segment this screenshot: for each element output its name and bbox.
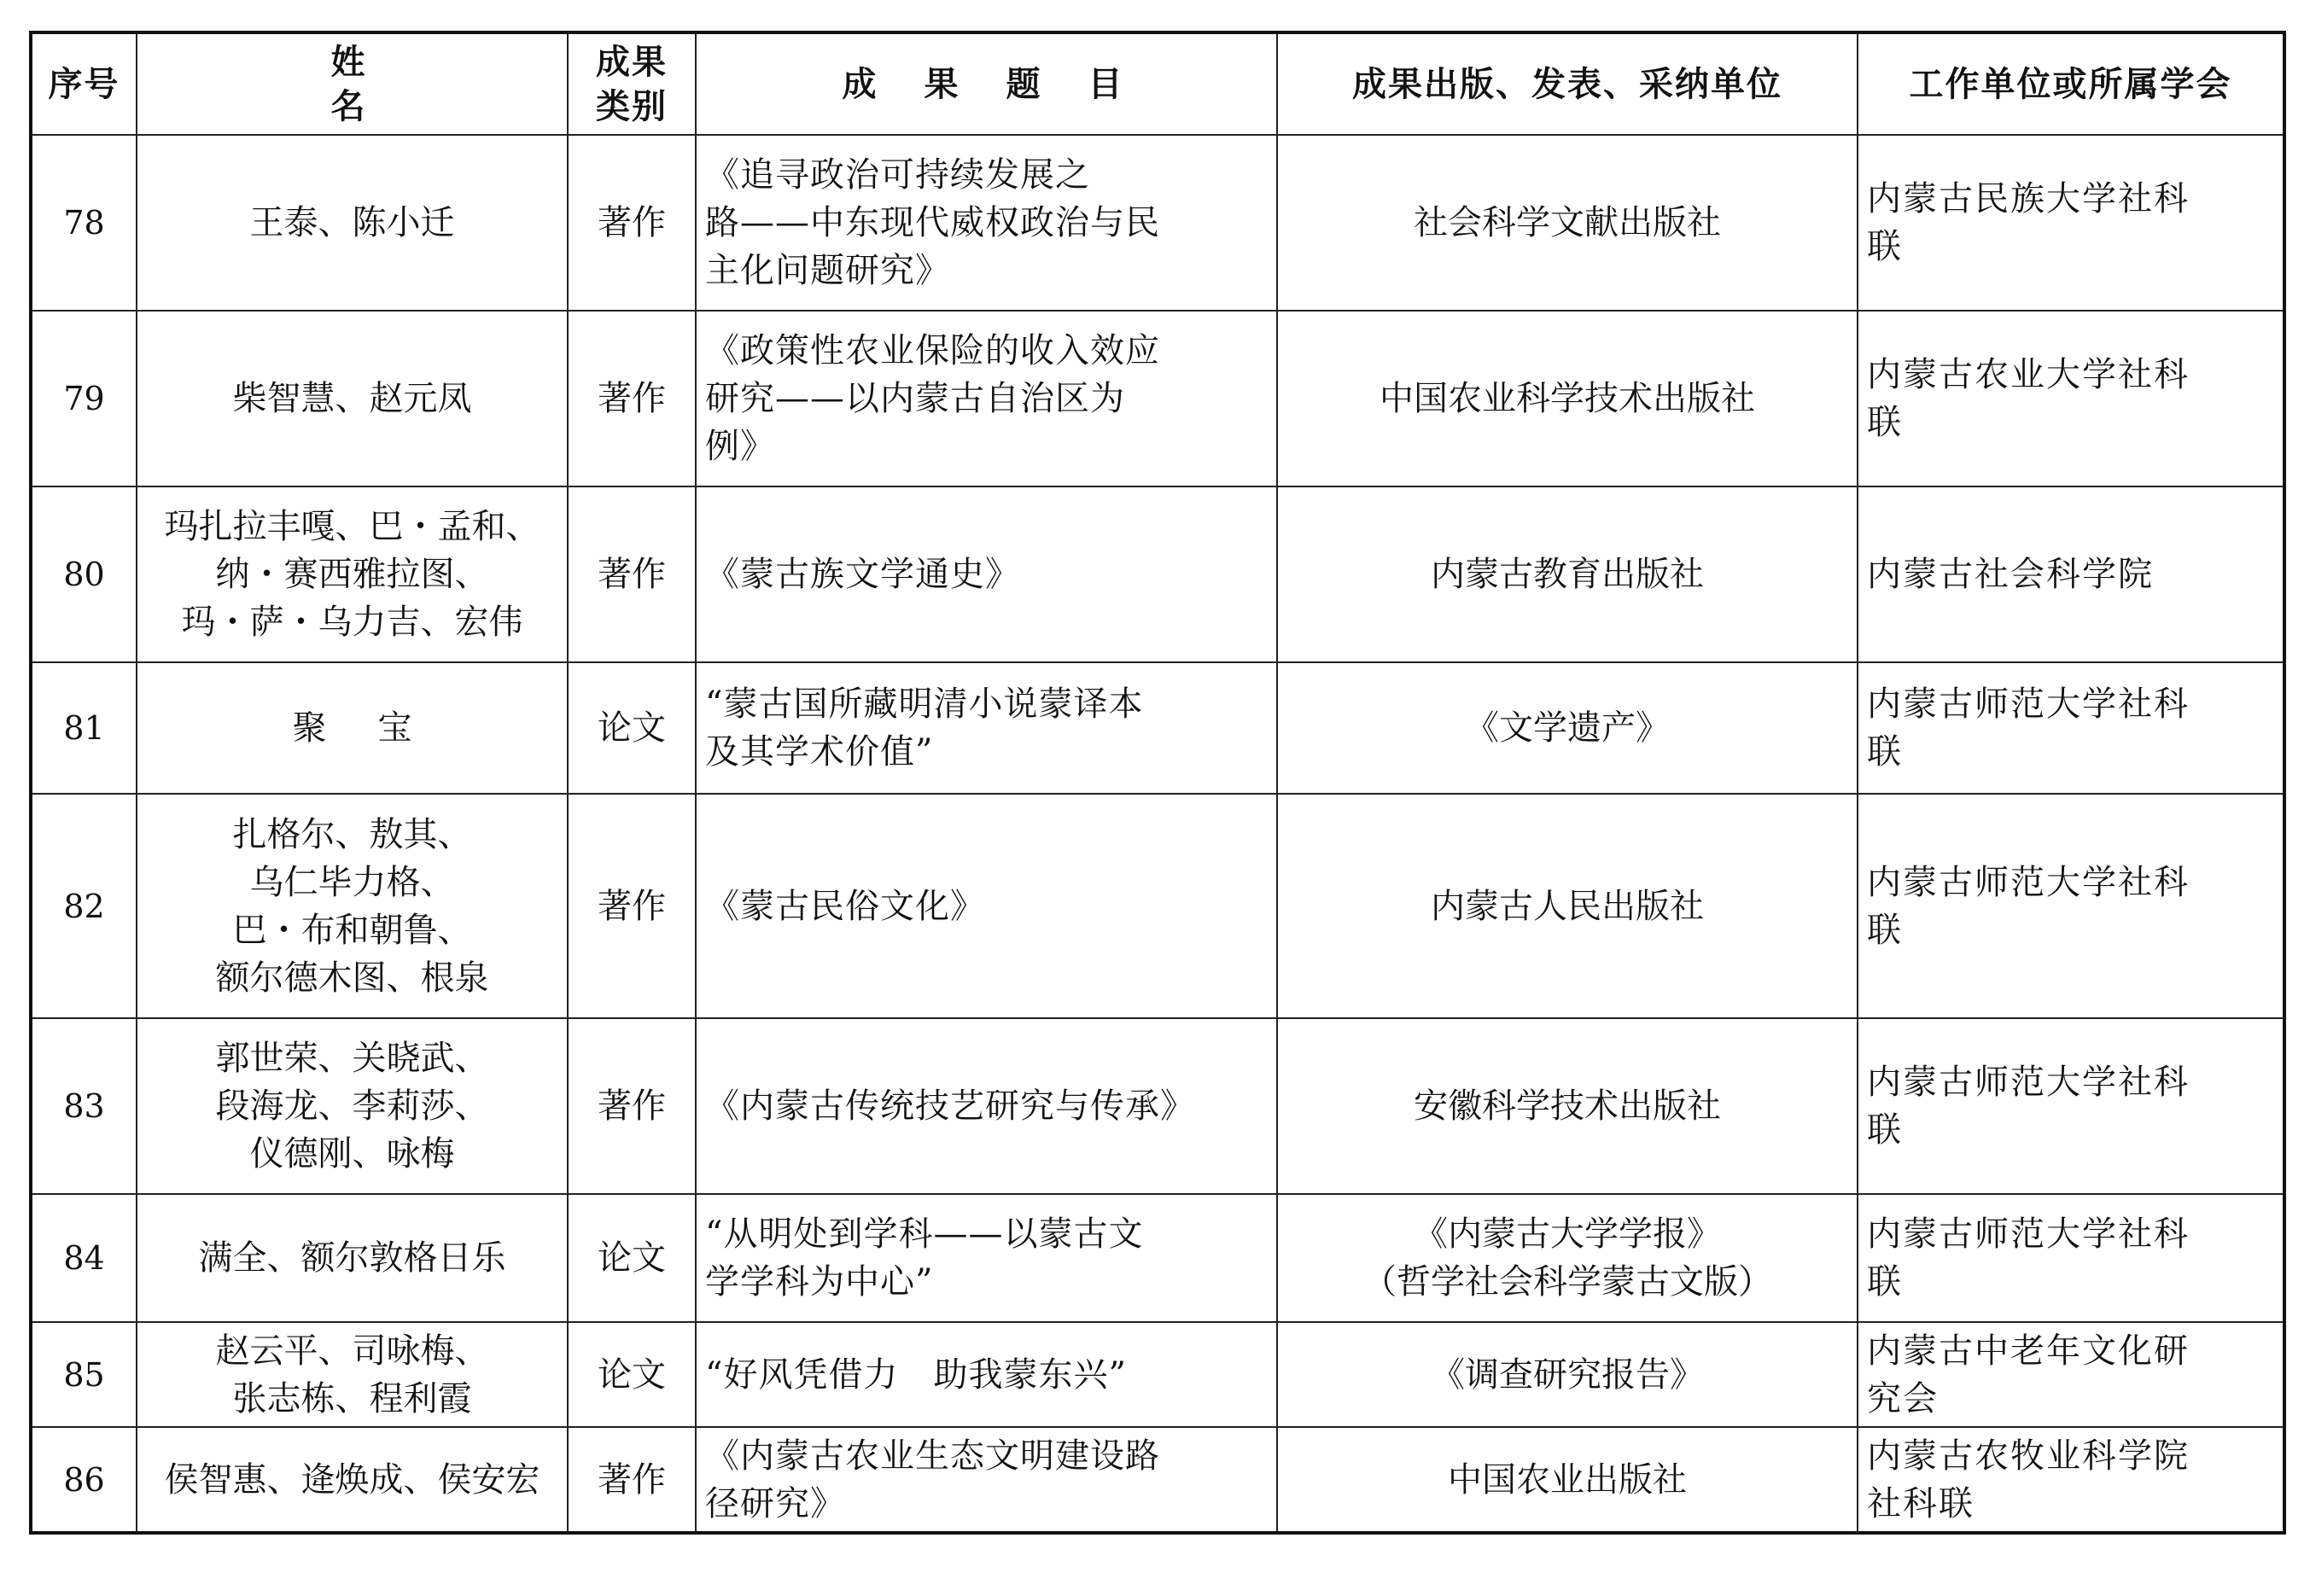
cell-name-line: 仪德刚、咏梅 [249,1134,455,1174]
cell-publisher-line: 《调查研究报告》 [1431,1354,1704,1395]
cell-publisher [1277,1427,1858,1533]
header-title: 成果题目 [696,32,1277,135]
cell-org-line: 内蒙古师范大学社科 [1867,684,2190,724]
cell-type-text: 著作 [598,1086,666,1126]
cell-name [137,135,568,311]
cell-title [696,1427,1277,1533]
cell-publisher-line: 安徽科学技术出版社 [1414,1086,1721,1126]
cell-name-line: 扎格尔、敖其、 [232,814,472,854]
cell-org-line: 联 [1867,403,1903,442]
cell-name-line: 满全、额尔敦格日乐 [198,1238,506,1278]
cell-name [137,794,568,1018]
cell-type [568,135,696,311]
cell-name-line: 王泰、陈小迁 [249,203,455,242]
cell-org-line: 内蒙古中老年文化研 [1867,1331,2190,1371]
cell-org [1858,1322,2284,1427]
cell-org-line: 内蒙古师范大学社科 [1867,862,2190,902]
cell-title-line: “好风凭借力 助我蒙东兴” [705,1354,1127,1395]
cell-publisher-line: （哲学社会科学蒙古文版） [1362,1262,1772,1302]
cell-publisher-line: 社会科学文献出版社 [1414,203,1721,242]
cell-type-text: 论文 [598,1238,666,1278]
cell-name-line: 额尔德木图、根泉 [215,958,489,998]
cell-type-text: 著作 [598,886,666,926]
cell-no-text: 81 [63,709,105,747]
cell-publisher-line: 中国农业科学技术出版社 [1380,379,1755,418]
awards-table [29,31,2286,1535]
header-type-line2: 类别 [596,86,668,126]
cell-publisher [1277,1018,1858,1194]
cell-publisher-line: 《内蒙古大学学报》 [1414,1214,1721,1254]
cell-name-line: 段海龙、李莉莎、 [215,1086,489,1126]
cell-name [137,1322,568,1427]
cell-org [1858,1194,2284,1322]
cell-no [31,135,137,311]
cell-org-line: 内蒙古师范大学社科 [1867,1063,2190,1102]
cell-name [137,1427,568,1533]
cell-no [31,1194,137,1322]
cell-title-line: 《内蒙古农业生态文明建设路 [705,1436,1160,1476]
cell-title-line: 《蒙古族文学通史》 [705,555,1020,594]
cell-title-line: 主化问题研究》 [705,251,950,290]
cell-title [696,486,1277,662]
cell-name [137,311,568,486]
cell-org [1858,662,2284,794]
cell-publisher-line: 中国农业出版社 [1448,1459,1687,1500]
table-row [31,1427,2284,1533]
cell-type-text: 著作 [598,203,666,242]
cell-title-line: 路——中东现代威权政治与民 [705,203,1160,242]
cell-publisher [1277,135,1858,311]
cell-name-line: 乌仁毕力格、 [249,862,455,902]
table-row [31,662,2284,794]
cell-publisher-line: 内蒙古人民出版社 [1431,886,1704,926]
cell-publisher [1277,311,1858,486]
cell-name [137,1194,568,1322]
cell-type-text: 著作 [598,555,666,594]
cell-publisher [1277,1322,1858,1427]
cell-org [1858,135,2284,311]
cell-publisher-line: 《文学遗产》 [1465,708,1670,748]
cell-org [1858,1427,2284,1533]
cell-no-text: 86 [63,1460,105,1499]
cell-type [568,1018,696,1194]
cell-type-text: 著作 [598,379,666,418]
cell-org [1858,311,2284,486]
cell-no-text: 84 [63,1239,105,1277]
header-type-line1: 成果 [596,42,668,82]
cell-name-line: 侯智惠、逄焕成、侯安宏 [164,1459,540,1500]
awards-table-page [29,31,2283,1535]
cell-org-line: 究会 [1867,1378,1939,1418]
cell-title-line: “从明处到学科——以蒙古文 [705,1214,1144,1254]
cell-name-line: 纳・赛西雅拉图、 [215,555,489,594]
cell-title [696,794,1277,1018]
cell-type [568,1194,696,1322]
cell-name [137,486,568,662]
cell-org-line: 内蒙古师范大学社科 [1867,1214,2190,1254]
cell-title-line: 《政策性农业保险的收入效应 [705,331,1160,370]
cell-no-text: 78 [63,204,105,242]
cell-name-line: 巴・布和朝鲁、 [232,910,472,950]
cell-title-line: 学学科为中心” [705,1262,934,1302]
header-no: 序号 [31,32,137,135]
cell-name-line: 赵云平、司咏梅、 [215,1331,489,1371]
header-name: 姓名 [137,32,568,135]
cell-type [568,1427,696,1533]
cell-title [696,1322,1277,1427]
cell-name-line: 郭世荣、关晓武、 [215,1039,489,1078]
cell-org-line: 联 [1867,1262,1903,1302]
table-row [31,135,2284,311]
cell-name [137,662,568,794]
cell-title [696,1194,1277,1322]
cell-type [568,486,696,662]
cell-publisher [1277,662,1858,794]
cell-org-line: 联 [1867,732,1903,772]
cell-name-line: 玛・萨・乌力吉、宏伟 [181,603,523,642]
cell-publisher-line: 内蒙古教育出版社 [1431,555,1704,594]
header-type [568,32,696,135]
cell-no [31,1427,137,1533]
cell-publisher [1277,794,1858,1018]
cell-name-line: 张志栋、程利霞 [232,1378,472,1418]
cell-title-line: 径研究》 [705,1483,845,1523]
cell-org-line: 联 [1867,910,1903,950]
cell-type-text: 论文 [598,708,666,748]
cell-no [31,486,137,662]
header-org: 工作单位或所属学会 [1858,32,2284,135]
cell-title-line: “蒙古国所藏明清小说蒙译本 [705,684,1144,724]
cell-title-line: 及其学术价值” [705,732,934,772]
cell-no-text: 80 [63,556,105,593]
cell-name-line: 柴智慧、赵元凤 [232,379,472,418]
cell-no [31,1322,137,1427]
table-row [31,1322,2284,1427]
cell-org-line: 内蒙古民族大学社科 [1867,179,2190,218]
cell-no-text: 79 [63,380,105,417]
cell-publisher [1277,486,1858,662]
cell-publisher [1277,1194,1858,1322]
cell-name-line: 聚宝 [292,708,464,748]
cell-org [1858,794,2284,1018]
table-row [31,1194,2284,1322]
cell-no [31,1018,137,1194]
cell-title [696,662,1277,794]
cell-title-line: 《追寻政治可持续发展之 [705,155,1090,195]
cell-type [568,794,696,1018]
table-row [31,794,2284,1018]
table-row [31,486,2284,662]
cell-type [568,311,696,486]
cell-title-line: 研究——以内蒙古自治区为 [705,379,1125,418]
table-row [31,1018,2284,1194]
cell-no-text: 85 [63,1355,105,1394]
table-header-row [31,32,2284,135]
cell-type-text: 著作 [598,1459,666,1500]
cell-type-text: 论文 [598,1354,666,1395]
cell-no-text: 83 [63,1087,105,1125]
cell-org-line: 内蒙古农牧业科学院 [1867,1436,2190,1476]
cell-org-line: 内蒙古社会科学院 [1867,555,2154,594]
cell-type [568,1322,696,1427]
cell-type [568,662,696,794]
cell-org-line: 社科联 [1867,1483,1975,1523]
cell-no [31,794,137,1018]
cell-name-line: 玛扎拉丰嘎、巴・孟和、 [164,507,540,546]
cell-no [31,311,137,486]
cell-org [1858,486,2284,662]
cell-org [1858,1018,2284,1194]
cell-no [31,662,137,794]
cell-title-line: 《内蒙古传统技艺研究与传承》 [705,1086,1195,1126]
cell-title [696,1018,1277,1194]
table-row [31,311,2284,486]
cell-org-line: 联 [1867,227,1903,266]
cell-no-text: 82 [63,887,105,925]
header-publisher: 成果出版、发表、采纳单位 [1277,32,1858,135]
cell-title [696,135,1277,311]
cell-title [696,311,1277,486]
cell-name [137,1018,568,1194]
cell-org-line: 内蒙古农业大学社科 [1867,355,2190,394]
cell-title-line: 例》 [705,427,775,466]
cell-org-line: 联 [1867,1110,1903,1150]
cell-title-line: 《蒙古民俗文化》 [705,886,985,926]
